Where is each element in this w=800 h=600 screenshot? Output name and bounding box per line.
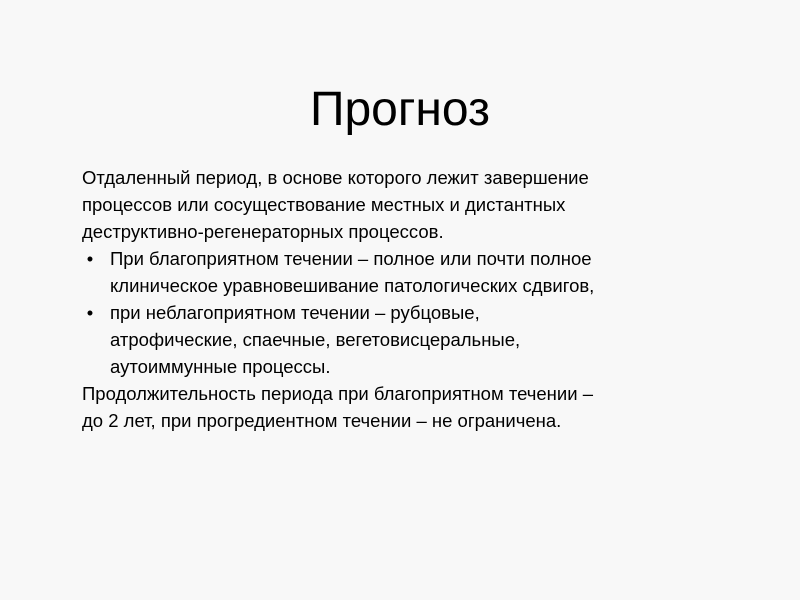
bullet-marker: • — [86, 248, 94, 269]
outro-paragraph — [82, 380, 742, 434]
bullet-line: клиническое уравновешивание патологических сдвигов, — [110, 275, 595, 296]
intro-line: процессов или сосуществование местных и дистантных — [82, 194, 566, 215]
bullet-marker: • — [86, 302, 94, 323]
slide-title: Прогноз — [309, 83, 491, 136]
intro-line: Отдаленный период, в основе которого лежит завершение — [82, 167, 589, 188]
slide-body — [82, 164, 742, 434]
bullet-item-favorable — [82, 245, 742, 299]
bullet-line: аутоиммунные процессы. — [110, 356, 331, 377]
bullet-list — [82, 245, 742, 380]
bullet-line: при неблагоприятном течении – рубцовые, — [110, 302, 480, 323]
outro-line: Продолжительность периода при благоприятном течении – — [82, 383, 593, 404]
intro-paragraph — [82, 164, 742, 245]
bullet-item-unfavorable — [82, 299, 742, 380]
bullet-line: При благоприятном течении – полное или почти полное — [110, 248, 592, 269]
outro-line: до 2 лет, при прогредиентном течении – не ограничена. — [82, 410, 562, 431]
bullet-line: атрофические, спаечные, вегетовисцеральные, — [110, 329, 521, 350]
intro-line: деструктивно-регенераторных процессов. — [82, 221, 444, 242]
